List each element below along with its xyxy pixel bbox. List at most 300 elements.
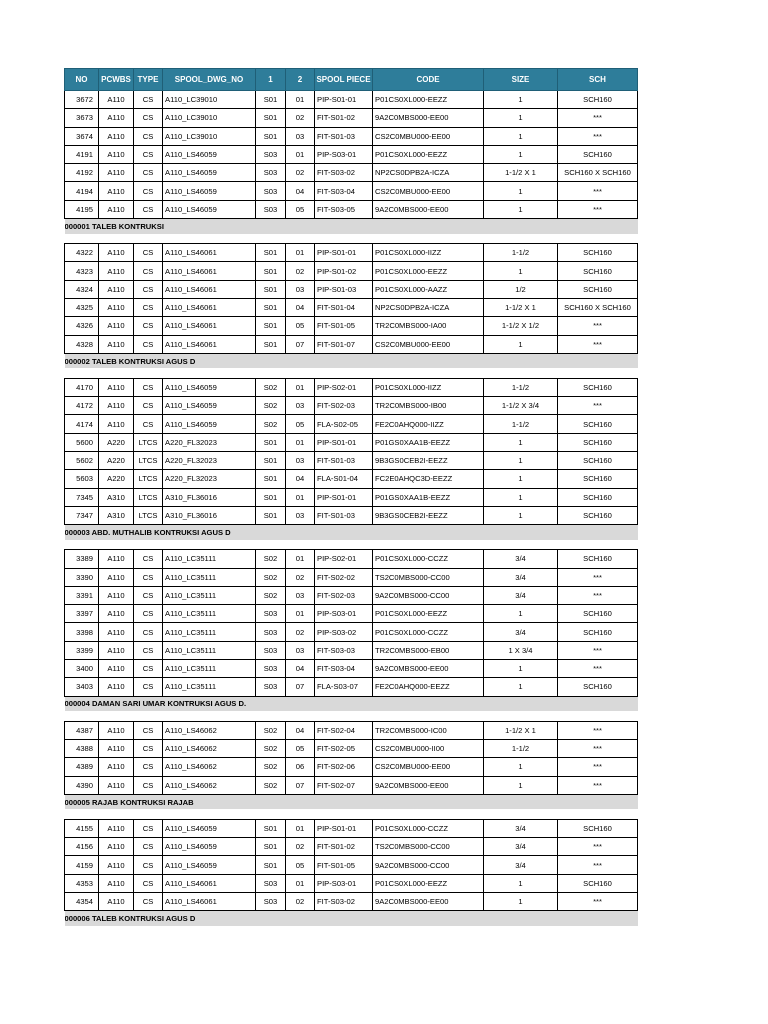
cell-pcwbs[interactable]: A220 [99,470,134,488]
cell-col-1[interactable]: S02 [256,739,286,757]
cell-size[interactable]: 1 X 3/4 [484,641,558,659]
cell-no[interactable]: 3389 [65,550,99,568]
cell-type[interactable]: CS [134,586,163,604]
cell-type[interactable]: CS [134,641,163,659]
cell-sch[interactable]: *** [558,200,638,218]
cell-pcwbs[interactable]: A110 [99,145,134,163]
table-row[interactable] [65,378,638,396]
table-row[interactable] [65,262,638,280]
cell-no[interactable]: 4390 [65,776,99,794]
cell-no[interactable]: 4156 [65,838,99,856]
cell-pcwbs[interactable]: A110 [99,856,134,874]
cell-spool-dwg-no[interactable]: A110_LC35111 [163,605,256,623]
cell-col-2[interactable]: 01 [286,819,315,837]
cell-no[interactable]: 4354 [65,892,99,910]
cell-no[interactable]: 3399 [65,641,99,659]
table-row[interactable] [65,317,638,335]
cell-pcwbs[interactable]: A110 [99,874,134,892]
cell-no[interactable]: 4174 [65,415,99,433]
cell-type[interactable]: CS [134,317,163,335]
cell-spool-piece[interactable]: FIT-S03-04 [315,182,373,200]
cell-type[interactable]: CS [134,335,163,353]
header-col-1[interactable]: 1 [256,69,286,91]
header-size[interactable]: SIZE [484,69,558,91]
cell-no[interactable]: 4328 [65,335,99,353]
cell-pcwbs[interactable]: A110 [99,641,134,659]
cell-pcwbs[interactable]: A110 [99,91,134,109]
table-row[interactable] [65,623,638,641]
cell-spool-dwg-no[interactable]: A110_LC39010 [163,127,256,145]
cell-col-1[interactable]: S02 [256,568,286,586]
cell-pcwbs[interactable]: A110 [99,127,134,145]
cell-size[interactable]: 1 [484,605,558,623]
cell-code[interactable]: P01CS0XL000-EEZZ [373,262,484,280]
cell-spool-piece[interactable]: FIT-S03-03 [315,641,373,659]
cell-sch[interactable]: SCH160 [558,415,638,433]
cell-col-2[interactable]: 03 [286,452,315,470]
cell-pcwbs[interactable]: A310 [99,506,134,524]
cell-col-2[interactable]: 02 [286,568,315,586]
cell-code[interactable]: CS2C0MBU000-EE00 [373,758,484,776]
cell-col-1[interactable]: S01 [256,127,286,145]
cell-type[interactable]: LTCS [134,452,163,470]
cell-code[interactable]: FE2C0AHQ000-EEZZ [373,678,484,696]
table-row[interactable] [65,586,638,604]
cell-size[interactable]: 1 [484,262,558,280]
cell-pcwbs[interactable]: A110 [99,550,134,568]
table-row[interactable] [65,127,638,145]
cell-spool-dwg-no[interactable]: A110_LC35111 [163,550,256,568]
cell-sch[interactable]: *** [558,641,638,659]
cell-col-1[interactable]: S03 [256,892,286,910]
cell-col-2[interactable]: 01 [286,605,315,623]
cell-col-1[interactable]: S01 [256,109,286,127]
cell-size[interactable]: 3/4 [484,550,558,568]
header-no[interactable]: NO [65,69,99,91]
cell-code[interactable]: CS2C0MBU000-EE00 [373,182,484,200]
table-row[interactable] [65,182,638,200]
cell-col-2[interactable]: 02 [286,623,315,641]
cell-col-2[interactable]: 04 [286,298,315,316]
cell-type[interactable]: CS [134,776,163,794]
cell-sch[interactable]: *** [558,739,638,757]
table-row[interactable] [65,145,638,163]
cell-pcwbs[interactable]: A110 [99,776,134,794]
cell-size[interactable]: 3/4 [484,623,558,641]
cell-code[interactable]: P01CS0XL000-CCZZ [373,623,484,641]
cell-col-1[interactable]: S02 [256,776,286,794]
cell-code[interactable]: 9A2C0MBS000-EE00 [373,892,484,910]
cell-code[interactable]: P01CS0XL000-IIZZ [373,378,484,396]
cell-col-1[interactable]: S03 [256,623,286,641]
table-row[interactable] [65,470,638,488]
cell-spool-dwg-no[interactable]: A110_LC39010 [163,109,256,127]
table-row[interactable] [65,506,638,524]
cell-col-2[interactable]: 07 [286,335,315,353]
cell-spool-dwg-no[interactable]: A110_LS46059 [163,397,256,415]
table-row[interactable] [65,721,638,739]
cell-sch[interactable]: *** [558,317,638,335]
cell-pcwbs[interactable]: A110 [99,623,134,641]
cell-sch[interactable]: SCH160 [558,470,638,488]
table-row[interactable] [65,488,638,506]
cell-spool-dwg-no[interactable]: A220_FL32023 [163,452,256,470]
cell-col-1[interactable]: S02 [256,758,286,776]
cell-code[interactable]: P01CS0XL000-CCZZ [373,819,484,837]
cell-code[interactable]: P01CS0XL000-CCZZ [373,550,484,568]
cell-type[interactable]: CS [134,415,163,433]
cell-col-2[interactable]: 02 [286,838,315,856]
cell-code[interactable]: P01GS0XAA1B-EEZZ [373,433,484,451]
cell-size[interactable]: 1 [484,109,558,127]
cell-spool-dwg-no[interactable]: A110_LS46059 [163,200,256,218]
cell-pcwbs[interactable]: A110 [99,280,134,298]
cell-code[interactable]: TR2C0MBS000-EB00 [373,641,484,659]
cell-sch[interactable]: SCH160 [558,874,638,892]
cell-no[interactable]: 3403 [65,678,99,696]
cell-col-2[interactable]: 01 [286,145,315,163]
table-row[interactable] [65,244,638,262]
cell-spool-piece[interactable]: FLA-S01-04 [315,470,373,488]
cell-spool-piece[interactable]: FIT-S01-03 [315,452,373,470]
cell-type[interactable]: CS [134,874,163,892]
cell-spool-dwg-no[interactable]: A110_LS46061 [163,244,256,262]
cell-type[interactable]: CS [134,739,163,757]
cell-col-2[interactable]: 03 [286,641,315,659]
cell-spool-piece[interactable]: FIT-S03-04 [315,660,373,678]
cell-sch[interactable]: *** [558,758,638,776]
cell-spool-piece[interactable]: PIP-S03-01 [315,145,373,163]
table-row[interactable] [65,605,638,623]
cell-type[interactable]: CS [134,819,163,837]
cell-sch[interactable]: SCH160 [558,623,638,641]
cell-no[interactable]: 4322 [65,244,99,262]
cell-col-1[interactable]: S01 [256,91,286,109]
cell-pcwbs[interactable]: A110 [99,660,134,678]
header-spool-piece[interactable]: SPOOL PIECE [315,69,373,91]
cell-sch[interactable]: *** [558,776,638,794]
cell-spool-piece[interactable]: PIP-S01-02 [315,262,373,280]
cell-type[interactable]: CS [134,838,163,856]
cell-spool-dwg-no[interactable]: A110_LS46061 [163,317,256,335]
cell-col-1[interactable]: S03 [256,605,286,623]
cell-spool-piece[interactable]: PIP-S01-01 [315,433,373,451]
cell-col-1[interactable]: S02 [256,378,286,396]
cell-pcwbs[interactable]: A110 [99,200,134,218]
cell-pcwbs[interactable]: A110 [99,397,134,415]
cell-size[interactable]: 1 [484,91,558,109]
cell-sch[interactable]: SCH160 [558,605,638,623]
table-row[interactable] [65,641,638,659]
header-type[interactable]: TYPE [134,69,163,91]
cell-code[interactable]: 9B3GS0CEB2I-EEZZ [373,452,484,470]
cell-size[interactable]: 1 [484,470,558,488]
cell-spool-dwg-no[interactable]: A110_LS46059 [163,819,256,837]
cell-code[interactable]: TS2C0MBS000-CC00 [373,838,484,856]
cell-col-2[interactable]: 01 [286,550,315,568]
cell-sch[interactable]: *** [558,127,638,145]
table-row[interactable] [65,109,638,127]
cell-size[interactable]: 1 [484,200,558,218]
cell-code[interactable]: 9A2C0MBS000-EE00 [373,200,484,218]
cell-no[interactable]: 4195 [65,200,99,218]
cell-type[interactable]: CS [134,91,163,109]
cell-spool-piece[interactable]: FIT-S02-05 [315,739,373,757]
cell-type[interactable]: CS [134,678,163,696]
cell-size[interactable]: 1-1/2 X 1/2 [484,317,558,335]
table-row[interactable] [65,819,638,837]
cell-col-1[interactable]: S01 [256,452,286,470]
cell-size[interactable]: 1 [484,182,558,200]
cell-code[interactable]: P01CS0XL000-EEZZ [373,91,484,109]
cell-pcwbs[interactable]: A110 [99,298,134,316]
cell-sch[interactable]: *** [558,660,638,678]
cell-type[interactable]: CS [134,298,163,316]
cell-spool-dwg-no[interactable]: A110_LS46059 [163,164,256,182]
cell-sch[interactable]: *** [558,892,638,910]
cell-pcwbs[interactable]: A110 [99,317,134,335]
cell-spool-dwg-no[interactable]: A110_LS46059 [163,415,256,433]
cell-col-2[interactable]: 05 [286,200,315,218]
cell-size[interactable]: 1-1/2 [484,739,558,757]
cell-spool-dwg-no[interactable]: A110_LC35111 [163,660,256,678]
cell-spool-dwg-no[interactable]: A220_FL32023 [163,433,256,451]
cell-col-2[interactable]: 05 [286,856,315,874]
cell-col-2[interactable]: 05 [286,415,315,433]
cell-spool-piece[interactable]: PIP-S01-01 [315,91,373,109]
cell-pcwbs[interactable]: A110 [99,678,134,696]
cell-sch[interactable]: SCH160 X SCH160 [558,164,638,182]
cell-pcwbs[interactable]: A110 [99,262,134,280]
cell-col-2[interactable]: 04 [286,660,315,678]
cell-col-2[interactable]: 04 [286,470,315,488]
cell-size[interactable]: 1 [484,892,558,910]
cell-code[interactable]: FC2E0AHQC3D-EEZZ [373,470,484,488]
cell-size[interactable]: 1 [484,506,558,524]
cell-type[interactable]: CS [134,378,163,396]
cell-pcwbs[interactable]: A110 [99,109,134,127]
cell-spool-piece[interactable]: FIT-S01-07 [315,335,373,353]
cell-spool-piece[interactable]: FIT-S03-02 [315,164,373,182]
cell-spool-dwg-no[interactable]: A110_LS46062 [163,739,256,757]
cell-pcwbs[interactable]: A110 [99,586,134,604]
cell-type[interactable]: CS [134,164,163,182]
cell-no[interactable]: 4170 [65,378,99,396]
cell-type[interactable]: CS [134,623,163,641]
cell-size[interactable]: 1 [484,776,558,794]
cell-no[interactable]: 4194 [65,182,99,200]
cell-type[interactable]: LTCS [134,470,163,488]
cell-col-1[interactable]: S03 [256,145,286,163]
cell-code[interactable]: TS2C0MBS000-CC00 [373,568,484,586]
cell-col-1[interactable]: S01 [256,488,286,506]
cell-col-2[interactable]: 04 [286,182,315,200]
cell-no[interactable]: 3400 [65,660,99,678]
cell-pcwbs[interactable]: A110 [99,721,134,739]
cell-type[interactable]: CS [134,262,163,280]
cell-sch[interactable]: SCH160 X SCH160 [558,298,638,316]
cell-sch[interactable]: *** [558,397,638,415]
cell-col-2[interactable]: 03 [286,127,315,145]
cell-code[interactable]: 9A2C0MBS000-CC00 [373,586,484,604]
table-row[interactable] [65,678,638,696]
cell-col-1[interactable]: S01 [256,506,286,524]
cell-sch[interactable]: SCH160 [558,678,638,696]
cell-col-2[interactable]: 05 [286,317,315,335]
cell-col-1[interactable]: S01 [256,856,286,874]
cell-col-2[interactable]: 02 [286,109,315,127]
cell-sch[interactable]: *** [558,856,638,874]
cell-col-1[interactable]: S02 [256,415,286,433]
cell-pcwbs[interactable]: A110 [99,164,134,182]
cell-no[interactable]: 4326 [65,317,99,335]
table-row[interactable] [65,758,638,776]
cell-size[interactable]: 1 [484,758,558,776]
cell-sch[interactable]: SCH160 [558,452,638,470]
cell-sch[interactable]: SCH160 [558,91,638,109]
cell-spool-piece[interactable]: PIP-S03-01 [315,605,373,623]
cell-pcwbs[interactable]: A110 [99,378,134,396]
cell-col-1[interactable]: S02 [256,397,286,415]
cell-no[interactable]: 4324 [65,280,99,298]
cell-size[interactable]: 1-1/2 [484,244,558,262]
cell-type[interactable]: LTCS [134,488,163,506]
cell-spool-piece[interactable]: FIT-S01-02 [315,109,373,127]
cell-pcwbs[interactable]: A110 [99,838,134,856]
cell-spool-dwg-no[interactable]: A110_LC39010 [163,91,256,109]
cell-spool-piece[interactable]: PIP-S02-01 [315,378,373,396]
cell-spool-piece[interactable]: PIP-S01-01 [315,488,373,506]
cell-col-1[interactable]: S03 [256,641,286,659]
cell-spool-piece[interactable]: PIP-S03-01 [315,874,373,892]
cell-col-2[interactable]: 07 [286,678,315,696]
cell-col-1[interactable]: S01 [256,317,286,335]
cell-size[interactable]: 1-1/2 [484,415,558,433]
cell-code[interactable]: 9B3GS0CEB2I-EEZZ [373,506,484,524]
cell-pcwbs[interactable]: A220 [99,452,134,470]
cell-size[interactable]: 3/4 [484,856,558,874]
table-row[interactable] [65,433,638,451]
header-code[interactable]: CODE [373,69,484,91]
cell-size[interactable]: 1-1/2 X 3/4 [484,397,558,415]
cell-spool-piece[interactable]: FIT-S01-05 [315,856,373,874]
cell-spool-piece[interactable]: FIT-S02-07 [315,776,373,794]
cell-col-2[interactable]: 01 [286,433,315,451]
cell-spool-dwg-no[interactable]: A220_FL32023 [163,470,256,488]
cell-col-1[interactable]: S01 [256,298,286,316]
table-row[interactable] [65,91,638,109]
table-row[interactable] [65,776,638,794]
table-row[interactable] [65,298,638,316]
cell-type[interactable]: CS [134,182,163,200]
cell-spool-piece[interactable]: FLA-S02-05 [315,415,373,433]
cell-pcwbs[interactable]: A110 [99,244,134,262]
cell-code[interactable]: CS2C0MBU000-II00 [373,739,484,757]
cell-size[interactable]: 1-1/2 X 1 [484,721,558,739]
cell-no[interactable]: 4389 [65,758,99,776]
cell-pcwbs[interactable]: A110 [99,182,134,200]
cell-size[interactable]: 3/4 [484,838,558,856]
cell-sch[interactable]: *** [558,838,638,856]
cell-type[interactable]: LTCS [134,506,163,524]
cell-col-1[interactable]: S02 [256,550,286,568]
cell-col-2[interactable]: 01 [286,378,315,396]
table-row[interactable] [65,838,638,856]
cell-spool-piece[interactable]: FIT-S01-05 [315,317,373,335]
cell-sch[interactable]: *** [558,586,638,604]
cell-no[interactable]: 4387 [65,721,99,739]
cell-size[interactable]: 3/4 [484,568,558,586]
cell-no[interactable]: 4388 [65,739,99,757]
cell-size[interactable]: 1 [484,678,558,696]
cell-sch[interactable]: SCH160 [558,506,638,524]
cell-code[interactable]: P01CS0XL000-IIZZ [373,244,484,262]
table-row[interactable] [65,660,638,678]
cell-spool-piece[interactable]: PIP-S01-03 [315,280,373,298]
header-col-2[interactable]: 2 [286,69,315,91]
cell-col-2[interactable]: 03 [286,397,315,415]
cell-size[interactable]: 1 [484,145,558,163]
cell-no[interactable]: 4323 [65,262,99,280]
cell-spool-dwg-no[interactable]: A110_LS46059 [163,182,256,200]
cell-pcwbs[interactable]: A110 [99,739,134,757]
cell-size[interactable]: 3/4 [484,586,558,604]
cell-no[interactable]: 7347 [65,506,99,524]
cell-spool-piece[interactable]: FIT-S02-03 [315,586,373,604]
cell-type[interactable]: LTCS [134,433,163,451]
table-row[interactable] [65,874,638,892]
cell-size[interactable]: 1 [484,335,558,353]
table-row[interactable] [65,335,638,353]
cell-spool-piece[interactable]: PIP-S03-02 [315,623,373,641]
cell-no[interactable]: 3391 [65,586,99,604]
cell-spool-dwg-no[interactable]: A110_LC35111 [163,568,256,586]
cell-spool-piece[interactable]: FIT-S02-03 [315,397,373,415]
cell-size[interactable]: 1 [484,874,558,892]
cell-size[interactable]: 1-1/2 X 1 [484,298,558,316]
cell-no[interactable]: 5602 [65,452,99,470]
cell-spool-piece[interactable]: FIT-S02-02 [315,568,373,586]
cell-pcwbs[interactable]: A110 [99,568,134,586]
cell-size[interactable]: 1 [484,488,558,506]
cell-spool-dwg-no[interactable]: A110_LS46059 [163,838,256,856]
cell-spool-dwg-no[interactable]: A110_LC35111 [163,641,256,659]
cell-type[interactable]: CS [134,605,163,623]
cell-pcwbs[interactable]: A110 [99,758,134,776]
table-row[interactable] [65,200,638,218]
cell-spool-dwg-no[interactable]: A110_LS46061 [163,262,256,280]
cell-sch[interactable]: SCH160 [558,244,638,262]
header-spool-dwg-no[interactable]: SPOOL_DWG_NO [163,69,256,91]
cell-sch[interactable]: SCH160 [558,145,638,163]
cell-col-1[interactable]: S01 [256,470,286,488]
cell-no[interactable]: 5603 [65,470,99,488]
table-row[interactable] [65,397,638,415]
cell-col-1[interactable]: S02 [256,586,286,604]
cell-sch[interactable]: SCH160 [558,550,638,568]
cell-size[interactable]: 1-1/2 X 1 [484,164,558,182]
cell-col-1[interactable]: S03 [256,874,286,892]
cell-type[interactable]: CS [134,660,163,678]
cell-size[interactable]: 1/2 [484,280,558,298]
cell-type[interactable]: CS [134,758,163,776]
cell-no[interactable]: 3674 [65,127,99,145]
cell-pcwbs[interactable]: A110 [99,819,134,837]
cell-col-2[interactable]: 06 [286,758,315,776]
cell-pcwbs[interactable]: A110 [99,335,134,353]
cell-no[interactable]: 4159 [65,856,99,874]
cell-size[interactable]: 1 [484,452,558,470]
